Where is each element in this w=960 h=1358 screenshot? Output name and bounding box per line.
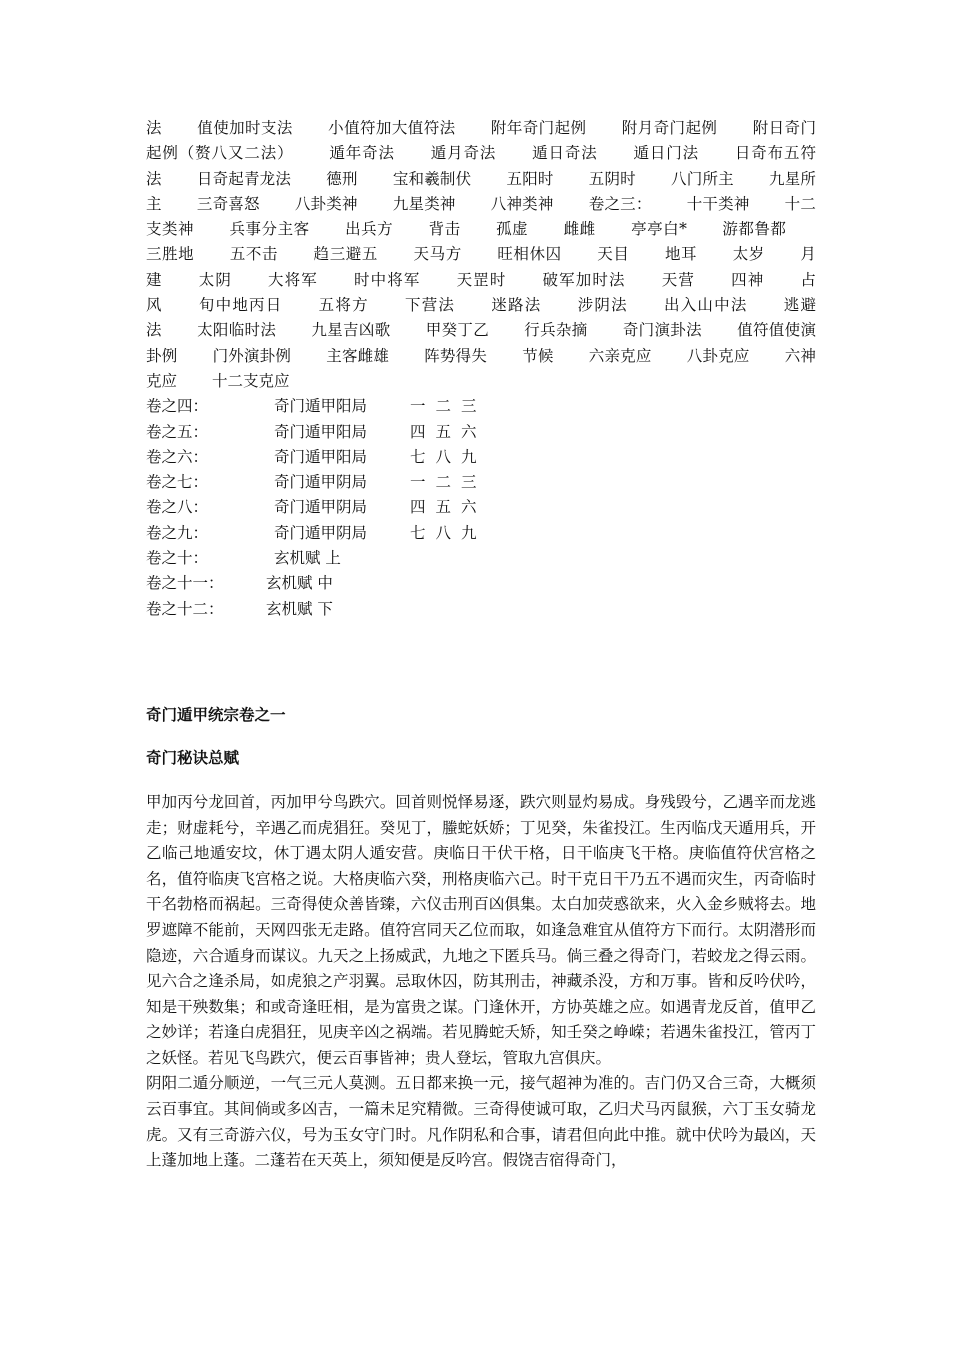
- toc-item: 附年奇门起例: [490, 119, 587, 137]
- toc-item: 德刑: [326, 169, 358, 188]
- volume-row: [146, 420, 816, 445]
- volume-title: 奇门遁甲阴局: [274, 523, 368, 542]
- toc-item: 八卦克应: [686, 346, 750, 365]
- volume-row: [146, 445, 816, 470]
- toc-item: 值符值使演卦例: [146, 321, 816, 365]
- toc-item: 太岁: [732, 245, 765, 264]
- toc-item: 孤虚: [496, 220, 529, 239]
- volume-label: 卷之十二：: [146, 599, 224, 618]
- toc-item: 趋三避五: [313, 245, 378, 264]
- toc-item: 旺相休囚: [497, 245, 562, 264]
- table-of-contents-continued: [146, 116, 816, 394]
- toc-item: 附日奇门起例（赘八又二法）: [146, 119, 816, 163]
- volume-row: [146, 521, 816, 546]
- toc-item: 十干类神: [686, 194, 750, 213]
- toc-item: 天罡时: [456, 270, 507, 289]
- volume-label: 卷之五：: [146, 422, 209, 441]
- volume-label: 卷之六：: [146, 447, 209, 466]
- volume-numbers: 七八九: [410, 523, 487, 542]
- toc-item: 迷路法: [491, 296, 542, 315]
- document-page: [146, 116, 816, 1174]
- volume-row: [146, 597, 816, 622]
- toc-item: 十二支类神: [146, 194, 816, 239]
- toc-item: 月建: [146, 245, 816, 289]
- toc-item: 九星类神: [392, 194, 456, 213]
- toc-item: 九星吉凶歌: [311, 321, 391, 340]
- toc-item: 卷之三：: [588, 194, 652, 213]
- toc-item: 五阳时: [506, 169, 554, 188]
- toc-item: 五阴时: [588, 169, 636, 188]
- toc-item: 地耳: [664, 245, 698, 264]
- volume-title: 奇门遁甲阴局: [274, 473, 368, 492]
- volume-title: 玄机赋 上: [274, 549, 341, 568]
- volume-label: 卷之九：: [146, 523, 209, 542]
- paragraph: 阴阳二遁分顺逆，一气三元人莫测。五日都来换一元，接气超神为准的。吉门仍又合三奇，大概须云百事宜。其间倘或多凶吉，一篇未足究精微。三奇得使诚可取，乙归犬马丙鼠猴，六丁玉女骑龙虎。又有三奇游六仪，号为玉女守门时。凡作阴私和合事，请君但向此中推。就中伏吟为最凶，天上蓬加地上蓬。二蓬若在天英上，须知便是反吟宫。假饶吉宿得奇门，: [146, 1074, 816, 1170]
- toc-item: 游都鲁都: [722, 220, 786, 239]
- volume-list: [146, 394, 816, 622]
- toc-item: 遁月奇法: [430, 144, 497, 163]
- volume-title: 玄机赋 下: [266, 599, 333, 618]
- toc-item: 出入山中法: [663, 296, 748, 315]
- toc-item: 大将军: [268, 270, 318, 289]
- volume-row: [146, 571, 816, 596]
- toc-item: 时中将军: [353, 270, 421, 289]
- toc-item: 六神克应: [146, 346, 816, 390]
- toc-item: 奇门演卦法: [622, 321, 702, 340]
- toc-item: 太阳临时法: [197, 321, 277, 340]
- volume-row: [146, 394, 816, 419]
- toc-item: 破军加时法: [542, 270, 626, 289]
- volume-row: [146, 470, 816, 495]
- volume-label: 卷之八：: [146, 498, 209, 517]
- volume-numbers: 一二三: [410, 473, 487, 492]
- toc-item: 兵事分主客: [229, 220, 310, 239]
- toc-item: 八神类神: [490, 194, 554, 213]
- volume-title: 奇门遁甲阳局: [274, 397, 368, 416]
- toc-item: 三胜地: [146, 245, 195, 264]
- toc-item: 遁日门法: [633, 144, 700, 163]
- volume-numbers: 四五六: [410, 498, 487, 517]
- toc-item: 雌雌: [563, 220, 596, 239]
- toc-item: 日奇起青龙法: [196, 169, 292, 188]
- toc-item: 小值符加大值符法: [328, 119, 456, 137]
- toc-item: 三奇喜怒: [196, 194, 260, 213]
- toc-item: 主客雌雄: [326, 346, 390, 365]
- volume-heading: 奇门遁甲统宗卷之一: [146, 704, 286, 724]
- toc-item: 节候: [522, 346, 554, 365]
- toc-item: 亭亭白*: [631, 220, 687, 239]
- toc-item: 九星所主: [146, 169, 816, 213]
- paragraph: 甲加丙兮龙回首，丙加甲兮鸟跌穴。回首则悦怿易逐，跌穴则显灼易成。身残毁兮，乙遇辛而龙逃走；财虚耗兮，辛遇乙而虎猖狂。癸见丁，螣蛇妖娇；丁见癸，朱雀投江。生丙临戊天遁用兵，开乙临己地遁安坟，休丁遇太阴人遁安营。庚临日干伏干格，日干临庚飞干格。庚临值符伏宫格之名，值符临庚飞宫格之说。大格庚临六癸，刑格庚临六己。时干克日干乃五不遇而灾生，丙奇临时干名勃格而祸起。三奇得使众善皆臻，六仪击刑百凶俱集。太白加荧惑欲来，火入金乡贼将去。地罗遮障不能前，天网四张无走路。值符宫同天乙位而取，如逢急难宜从值符方下而行。太阴潜形而隐迹，六合遁身而谋议。九天之上扬威武，九地之下匿兵马。倘三叠之得奇门，若蛟龙之得云雨。见六合之逢杀局，如虎狼之产羽翼。忌取休囚，防其刑击，神藏杀没，方和万事。皆和反吟伏吟，知是干殃数集；和或奇逢旺相，是为富贵之谋。门逢休开，方协英雄之应。如遇青龙反首，值甲乙之妙详；若逢白虎猖狂，见庚辛凶之祸端。若见腾蛇夭矫，知壬癸之峥嵘；若遇朱雀投江，管丙丁之妖怪。若见飞鸟跌穴，便云百事皆神；贵人登坛，管取九宫俱庆。: [146, 792, 816, 1067]
- toc-item: 八卦类神: [294, 194, 358, 213]
- toc-item: 宝和羲制伏: [392, 169, 472, 188]
- toc-item: 五不击: [229, 245, 279, 264]
- toc-item: 法: [146, 119, 162, 137]
- toc-item: 逃避法: [146, 296, 816, 340]
- toc-item: 门外演卦例: [212, 346, 292, 365]
- volume-row: [146, 495, 816, 520]
- toc-item: 阵势得失: [424, 346, 488, 365]
- toc-item: 遁年奇法: [329, 144, 395, 163]
- volume-numbers: 四五六: [410, 422, 487, 441]
- volume-numbers: 一二三: [410, 397, 487, 416]
- toc-item: 日奇布五符法: [146, 144, 816, 188]
- toc-item: 出兵方: [345, 220, 394, 239]
- toc-item: 遁日奇法: [532, 144, 598, 163]
- body-text: [146, 790, 816, 1174]
- toc-item: 太阴: [198, 270, 232, 289]
- toc-item: 旬中地丙日: [198, 296, 283, 315]
- volume-numbers: 七八九: [410, 447, 487, 466]
- toc-item: 涉阴法: [577, 296, 628, 315]
- toc-item: 四神: [731, 270, 765, 289]
- section-heading: 奇门秘诀总赋: [146, 747, 240, 767]
- toc-item: 六亲克应: [588, 346, 652, 365]
- volume-title: 奇门遁甲阳局: [274, 422, 368, 441]
- toc-item: 行兵杂摘: [524, 321, 588, 340]
- toc-item: 天营: [661, 270, 695, 289]
- toc-item: 甲癸丁乙: [425, 321, 490, 340]
- toc-item: 占风: [146, 270, 816, 315]
- toc-item: 天目: [597, 245, 630, 264]
- volume-label: 卷之十：: [146, 549, 209, 568]
- volume-label: 卷之十一：: [146, 574, 224, 593]
- toc-item: 附月奇门起例: [621, 119, 718, 137]
- volume-title: 奇门遁甲阴局: [274, 498, 368, 517]
- volume-label: 卷之七：: [146, 473, 209, 492]
- volume-title: 玄机赋 中: [266, 574, 333, 593]
- volume-label: 卷之四：: [146, 397, 209, 416]
- toc-item: 值使加时支法: [197, 119, 293, 137]
- volume-title: 奇门遁甲阳局: [274, 447, 368, 466]
- toc-item: 下营法: [404, 296, 456, 315]
- toc-item: 五将方: [318, 296, 369, 315]
- toc-item: 天马方: [413, 245, 462, 264]
- volume-row: [146, 546, 816, 571]
- toc-item: 背击: [428, 220, 461, 239]
- toc-item: 八门所主: [671, 169, 734, 188]
- toc-item: 十二支克应: [211, 371, 290, 390]
